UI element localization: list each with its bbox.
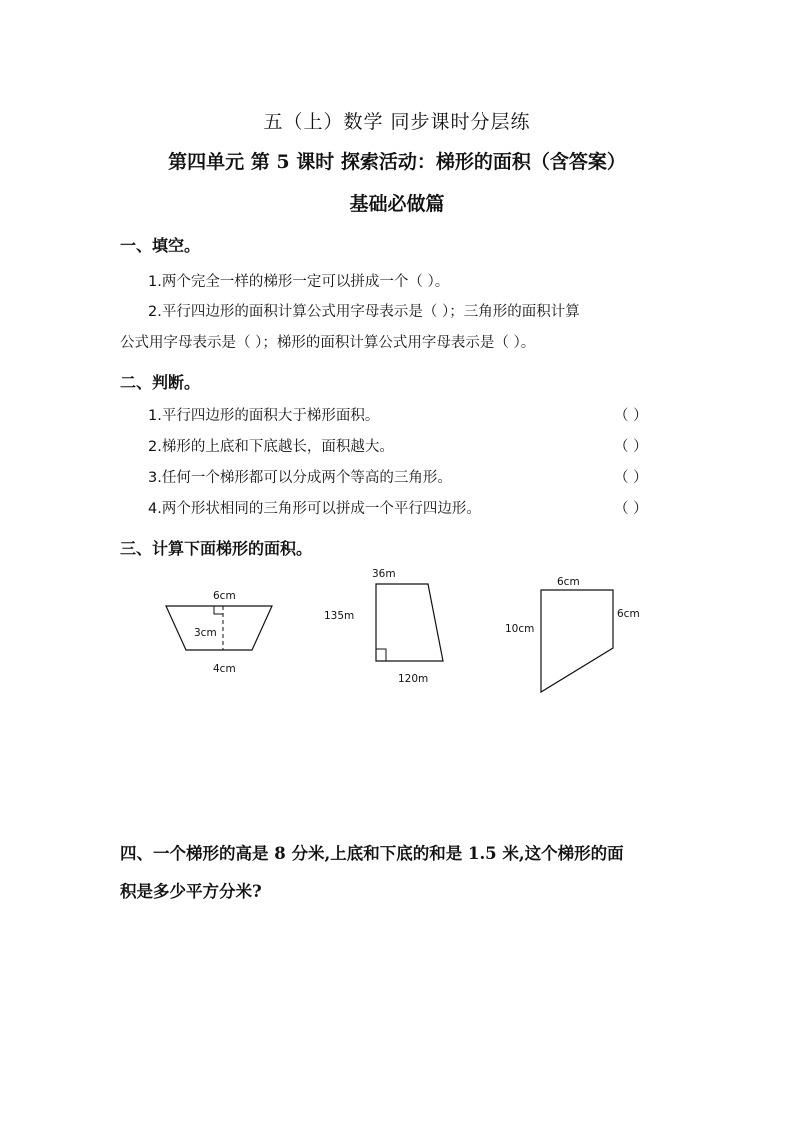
lesson-title: 第四单元 第 5 课时 探索活动：梯形的面积（含答案） — [168, 151, 626, 173]
fill-blank-question-1: 1.两个完全一样的梯形一定可以拼成一个（ ）。 — [148, 274, 450, 290]
figure2-top-label: 36m — [372, 568, 396, 580]
judge-item: 3.任何一个梯形都可以分成两个等高的三角形。 — [148, 470, 452, 486]
trapezoid-figure-2 — [324, 568, 443, 685]
judge-item: 4.两个形状相同的三角形可以拼成一个平行四边形。 — [148, 501, 481, 517]
judge-answer-blank: （ ） — [614, 470, 648, 486]
word-problem-line2: 积是多少平方分米? — [120, 882, 262, 901]
figure3-right-label: 6cm — [617, 608, 640, 620]
fill-blank-question-2-line2: 公式用字母表示是（ ）；梯形的面积计算公式用字母表示是（ ）。 — [120, 335, 536, 351]
figure2-bottom-label: 120m — [398, 673, 429, 685]
figure1-bottom-label: 4cm — [213, 663, 236, 675]
figure3-left-label: 10cm — [505, 623, 535, 635]
judge-answer-blank: （ ） — [614, 501, 648, 517]
worksheet-title: 五（上）数学 同步课时分层练 — [263, 111, 531, 133]
section-calc-heading: 三、计算下面梯形的面积。 — [120, 539, 313, 558]
figure1-top-label: 6cm — [213, 590, 236, 602]
judge-item: 1.平行四边形的面积大于梯形面积。 — [148, 408, 380, 424]
section-judge-heading: 二、判断。 — [120, 373, 201, 392]
section-fill-blank-heading: 一、填空。 — [120, 236, 201, 255]
level-title: 基础必做篇 — [349, 193, 445, 215]
trapezoid-figure-1 — [166, 590, 272, 675]
figure2-height-label: 135m — [324, 610, 355, 622]
judge-item: 2.梯形的上底和下底越长，面积越大。 — [148, 439, 394, 455]
figure3-top-label: 6cm — [557, 576, 580, 588]
word-problem-line1: 四、一个梯形的高是 8 分米,上底和下底的和是 1.5 米,这个梯形的面 — [120, 844, 624, 863]
figure1-height-label: 3cm — [194, 627, 217, 639]
judge-answer-blank: （ ） — [614, 408, 648, 424]
fill-blank-question-2-line1: 2.平行四边形的面积计算公式用字母表示是（ ）；三角形的面积计算 — [148, 304, 580, 320]
trapezoid-figure-3 — [505, 576, 640, 692]
judge-answer-blank: （ ） — [614, 439, 648, 455]
